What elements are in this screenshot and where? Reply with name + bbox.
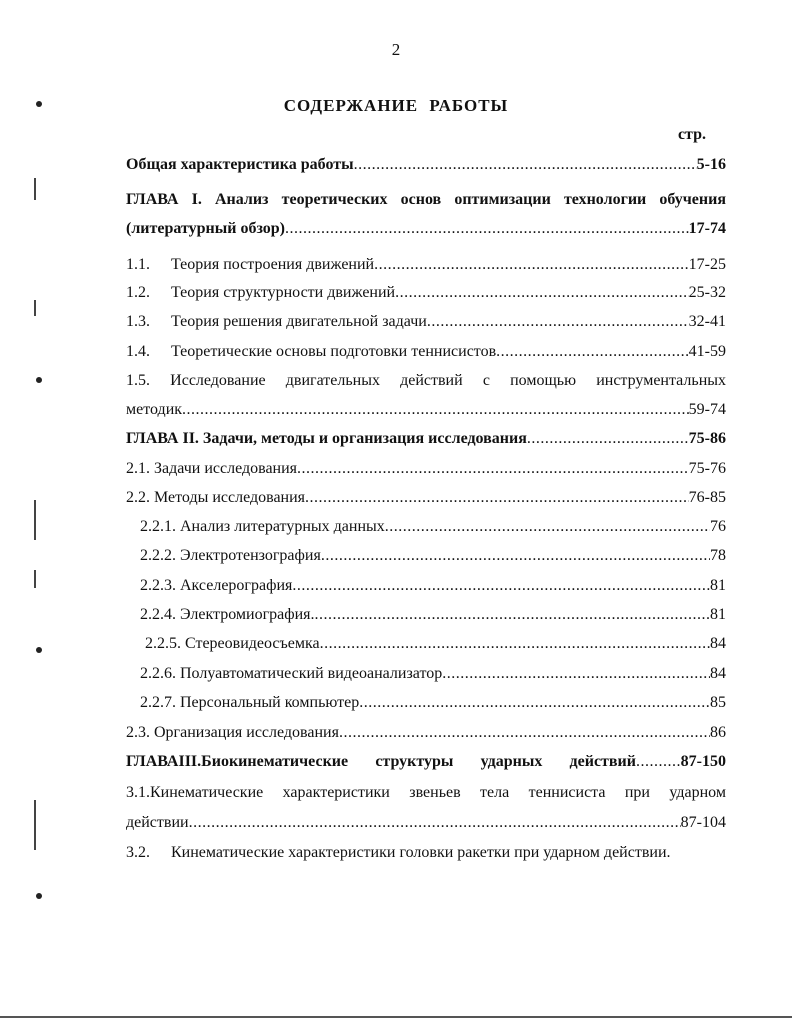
page-column-header: стр. [677, 126, 706, 143]
dot-leader [442, 659, 710, 688]
toc-entry-title-line1: 3.1.Кинематические характеристики звеньев тела теннисиста при ударном [126, 784, 726, 801]
toc-entry-chapter-2 [126, 424, 726, 453]
toc-entry-2-2-2 [140, 541, 726, 570]
toc-entry-pages: 17-74 [688, 220, 726, 237]
scan-mark [36, 377, 42, 383]
toc-entry-title: Теория построения движений [171, 256, 375, 273]
toc-entry-title: действий [569, 753, 636, 770]
toc-entry-1-4 [126, 337, 726, 366]
toc-entry-chapter-3 [126, 747, 726, 776]
toc-entry-title: Теория решения двигательной задачи [171, 313, 427, 330]
toc-entry-1-5 [126, 366, 726, 424]
toc-entry-number: 3.2. [126, 844, 150, 861]
toc-entry-2-2-4 [140, 600, 726, 629]
dot-leader [182, 395, 689, 424]
toc-entry-title: методик [126, 401, 183, 418]
toc-entry-pages: 17-25 [688, 256, 726, 273]
page-title: СОДЕРЖАНИЕ РАБОТЫ [283, 96, 509, 115]
toc-entry-title: Общая характеристика работы [126, 156, 354, 173]
toc-entry-pages: 5-16 [696, 156, 726, 173]
toc-entry-pages: 76-85 [688, 489, 726, 506]
toc-entry-title: 2.2.5. Стереовидеосъемка [145, 635, 320, 652]
toc-entry-number: 1.3. [126, 313, 150, 330]
dot-leader [427, 307, 689, 336]
toc-entry-title: 2.2.2. Электротензография [140, 547, 321, 564]
toc-entry-title: 2.2.7. Персональный компьютер [140, 694, 360, 711]
toc-entry-number: 1.1. [126, 256, 150, 273]
toc-entry-2-3 [126, 718, 726, 747]
scan-line [34, 800, 36, 850]
toc-entry-general [126, 150, 726, 179]
toc-entry-pages: 59-74 [688, 401, 726, 418]
dot-leader [374, 250, 689, 279]
scan-line [34, 570, 36, 588]
toc-entry-pages: 76 [710, 518, 726, 535]
dot-leader [315, 600, 710, 629]
dot-leader [527, 424, 689, 453]
toc-entry-number: 1.5. [126, 372, 150, 389]
toc-entry-title: 2.2.3. Акселерография [140, 577, 293, 594]
toc-entry-pages: 75-76 [688, 460, 726, 477]
toc-entry-pages: 87-150 [680, 753, 726, 770]
dot-leader [297, 454, 689, 483]
toc-entry-2-2-3 [140, 571, 726, 600]
scan-line [34, 178, 36, 200]
dot-leader [321, 541, 710, 570]
dot-leader [189, 808, 681, 837]
dot-leader [320, 629, 710, 658]
toc-entry-title-word: ГЛАВАIII.Биокинематические [126, 753, 349, 770]
toc-entry-2-2-5 [145, 629, 726, 658]
scan-mark [36, 893, 42, 899]
toc-entry-title-word: ударных [480, 753, 543, 770]
toc-entry-title-word: структуры [375, 753, 454, 770]
toc-entry-pages: 87-104 [680, 814, 726, 831]
toc-entry-2-2-6 [140, 659, 726, 688]
toc-entry-title: Теоретические основы подготовки теннисистов [171, 343, 497, 360]
toc-entry-pages: 78 [710, 547, 726, 564]
toc-entry-1-2 [126, 278, 726, 307]
toc-entry-pages: 85 [710, 694, 726, 711]
toc-entry-title: 2.1. Задачи исследования [126, 460, 298, 477]
toc-entry-title: действии [126, 814, 189, 831]
toc-entry-2-2-7 [140, 688, 726, 717]
toc-entry-title: Теория структурности движений [171, 284, 396, 301]
scan-line [34, 300, 36, 316]
toc-entry-number: 1.2. [126, 284, 150, 301]
toc-entry-1-3 [126, 307, 726, 336]
toc-entry-title: ГЛАВА II. Задачи, методы и организация исследования [126, 430, 527, 447]
scan-mark [36, 647, 42, 653]
scan-mark [36, 101, 42, 107]
toc-entry-pages: 41-59 [688, 343, 726, 360]
toc-entry-title: 2.2. Методы исследования [126, 489, 306, 506]
dot-leader [359, 688, 710, 717]
toc-entry-pages: 81 [710, 606, 726, 623]
dot-leader [292, 571, 710, 600]
toc-entry-title: (литературный обзор) [126, 220, 286, 237]
toc-entry-pages: 32-41 [688, 313, 726, 330]
toc-entry-pages: 75-86 [688, 430, 726, 447]
toc-entry-2-2 [126, 483, 726, 512]
toc-entry-2-1 [126, 454, 726, 483]
toc-entry-2-2-1 [140, 512, 726, 541]
toc-entry-chapter-1 [126, 185, 726, 243]
toc-entry-pages: 81 [710, 577, 726, 594]
bottom-rule [0, 1016, 792, 1018]
toc-entry-1-1 [126, 250, 726, 279]
toc-entry-pages: 84 [710, 665, 726, 682]
dot-leader [305, 483, 689, 512]
dot-leader [496, 337, 689, 366]
toc-entry-title-line1: ГЛАВА I. Анализ теоретических основ оптимизации технологии обучения [126, 191, 726, 208]
toc-entry-title: 2.3. Организация исследования [126, 724, 339, 741]
toc-entry-pages: 86 [710, 724, 726, 741]
toc-entry-title: 2.2.6. Полуавтоматический видеоанализатор [140, 665, 443, 682]
toc-entry-pages: 84 [710, 635, 726, 652]
toc-entry-title: Кинематические характеристики головки ракетки при ударном действии. [171, 844, 671, 861]
toc-entry-title: 2.2.4. Электромиография. [140, 606, 315, 623]
toc-entry-pages: 25-32 [688, 284, 726, 301]
toc-entry-3-1 [126, 778, 726, 837]
dot-leader [285, 214, 689, 243]
toc-entry-title: 2.2.1. Анализ литературных данных [140, 518, 385, 535]
dot-leader [636, 747, 681, 776]
dot-leader [395, 278, 689, 307]
dot-leader [385, 512, 710, 541]
toc-entry-number: 1.4. [126, 343, 150, 360]
dot-leader [339, 718, 710, 747]
toc-entry-title-line1: Исследование двигательных действий с помощью инструментальных [170, 372, 727, 389]
scan-line [34, 500, 36, 540]
dot-leader [354, 150, 697, 179]
page-number: 2 [391, 40, 401, 59]
toc-entry-3-2 [126, 838, 726, 867]
